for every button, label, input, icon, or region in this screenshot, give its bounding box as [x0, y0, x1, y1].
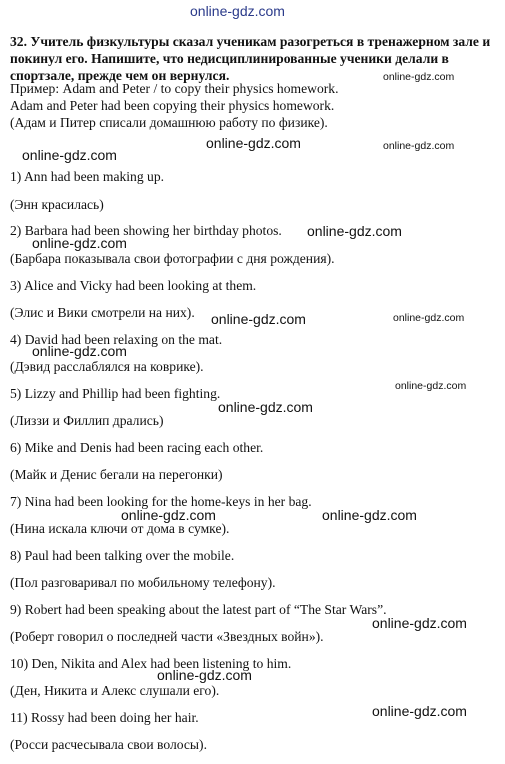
item-translation: (Ден, Никита и Алекс слушали его). [10, 683, 220, 698]
item-sentence: 8) Paul had been talking over the mobile. [10, 548, 235, 563]
watermark: online-gdz.com [157, 667, 252, 683]
item-sentence: 9) Robert had been speaking about the latest part of “The Star Wars”. [10, 602, 387, 617]
item-sentence: 7) Nina had been looking for the home-keys in her bag. [10, 494, 312, 509]
item-translation: (Нина искала ключи от дома в сумке). [10, 521, 230, 536]
watermark: online-gdz.com [322, 507, 417, 523]
item-sentence: 1) Ann had been making up. [10, 169, 165, 184]
watermark: online-gdz.com [32, 235, 127, 251]
watermark: online-gdz.com [393, 312, 465, 324]
item-translation: (Майк и Денис бегали на перегонки) [10, 467, 223, 482]
exercise-heading: 32. Учитель физкультуры сказал ученикам разогреться в тренажерном зале и покинул его. Напишите, что недисциплинированные ученики делали в спортзале, прежде чем он вернулся. [10, 34, 491, 83]
watermark: online-gdz.com [218, 399, 313, 415]
item-translation: (Пол разговаривал по мобильному телефону). [10, 575, 276, 590]
watermark: online-gdz.com [211, 311, 306, 327]
watermark: online-gdz.com [22, 147, 117, 163]
item-sentence: 11) Rossy had been doing her hair. [10, 710, 199, 725]
item-translation: (Энн красилась) [10, 197, 104, 212]
item-sentence: 4) David had been relaxing on the mat. [10, 332, 223, 347]
item-sentence: 3) Alice and Vicky had been looking at them. [10, 278, 257, 293]
item-translation: (Роберт говорил о последней части «Звездных войн»). [10, 629, 324, 644]
watermark: online-gdz.com [395, 380, 467, 392]
watermark: online-gdz.com [307, 223, 402, 239]
example-label: Пример: Adam and Peter / to copy their physics homework. [10, 81, 339, 96]
watermark: online-gdz.com [206, 135, 301, 151]
item-translation: (Росси расчесывала свои волосы). [10, 737, 207, 752]
item-translation: (Элис и Вики смотрели на них). [10, 305, 195, 320]
watermark: online-gdz.com [383, 71, 455, 83]
watermark: online-gdz.com [372, 615, 467, 631]
item-translation: (Лиззи и Филлип дрались) [10, 413, 164, 428]
watermark: online-gdz.com [32, 343, 127, 359]
top-watermark: online-gdz.com [190, 3, 285, 19]
watermark: online-gdz.com [372, 703, 467, 719]
item-sentence: 6) Mike and Denis had been racing each other. [10, 440, 264, 455]
item-sentence: 2) Barbara had been showing her birthday photos. [10, 223, 282, 238]
item-sentence: 5) Lizzy and Phillip had been fighting. [10, 386, 221, 401]
item-translation: (Дэвид расслаблялся на коврике). [10, 359, 204, 374]
item-translation: (Барбара показывала свои фотографии с дня рождения). [10, 251, 335, 266]
item-sentence: 10) Den, Nikita and Alex had been listening to him. [10, 656, 292, 671]
watermark: online-gdz.com [121, 507, 216, 523]
watermark: online-gdz.com [383, 140, 455, 152]
example-translation: (Адам и Питер списали домашнюю работу по физике). [10, 115, 328, 130]
example-sentence: Adam and Peter had been copying their physics homework. [10, 98, 335, 113]
